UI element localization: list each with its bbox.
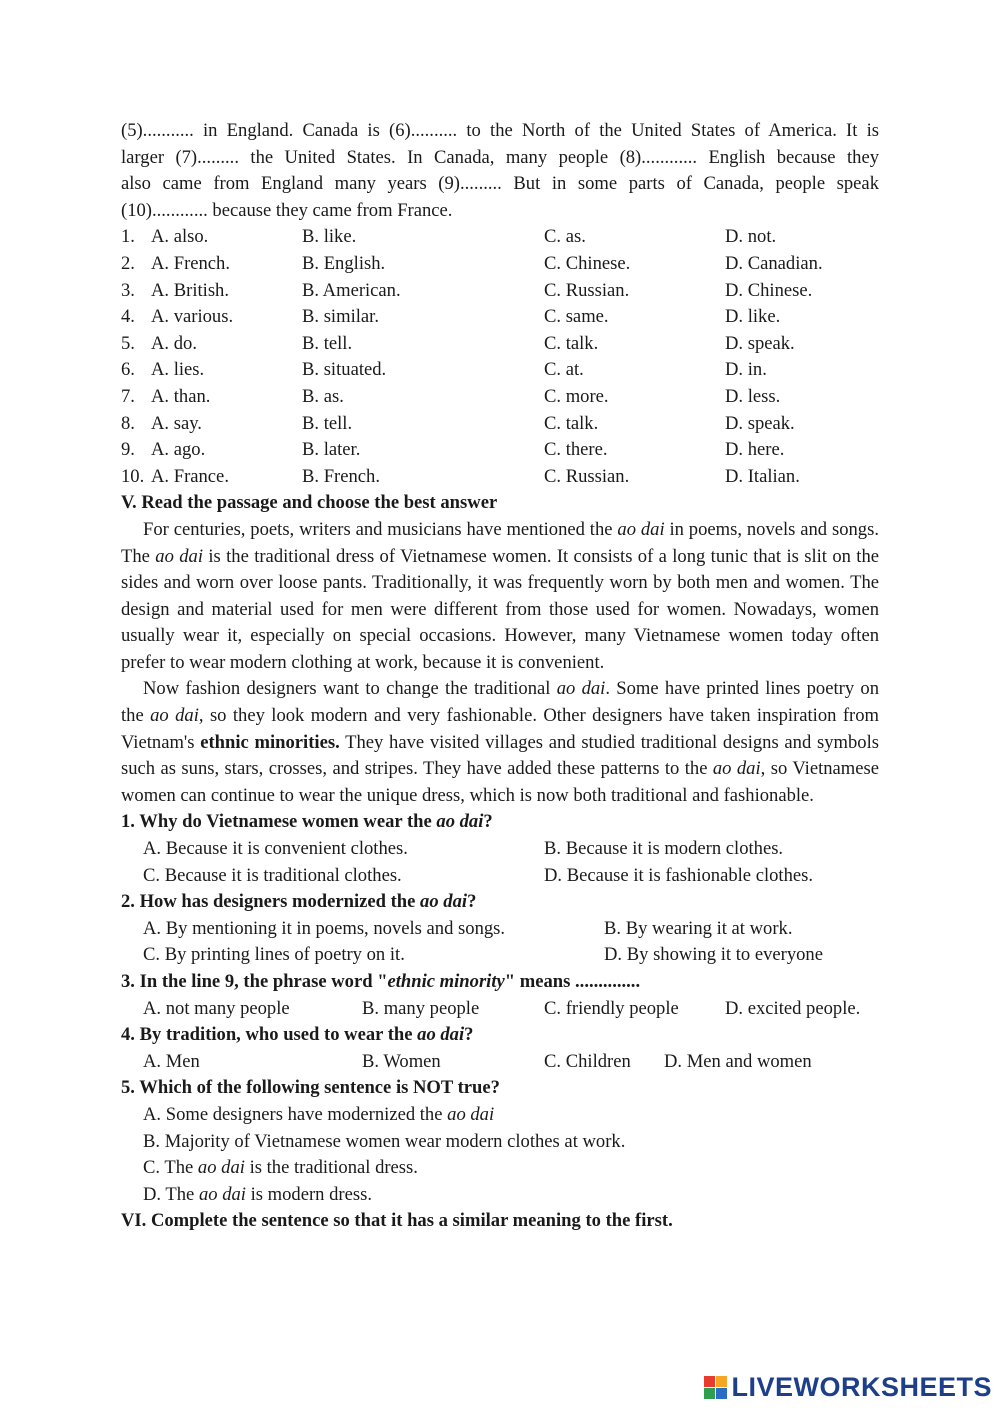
option-a: A. various. (151, 306, 234, 328)
question-number: 6. (121, 359, 135, 381)
logo-text: LIVEWORKSHEETS (731, 1372, 992, 1402)
option-b: B. American. (302, 279, 401, 301)
cloze-passage (121, 118, 879, 224)
option-b: B. Because it is modern clothes. (544, 838, 784, 860)
option-a: A. British. (151, 279, 229, 301)
cloze-question-row (121, 331, 879, 358)
option-d: D. excited people. (725, 997, 861, 1019)
option-row (121, 836, 879, 863)
option-c: C. By printing lines of poetry on it. (143, 944, 405, 966)
question-4: 4. By tradition, who used to wear the ao dai? (121, 1024, 474, 1046)
option-a: A. ago. (151, 439, 206, 461)
question-number: 1. (121, 226, 135, 248)
option-b: B. like. (302, 226, 357, 248)
option-c: C. there. (544, 439, 608, 461)
option-row (121, 916, 879, 943)
option-a: A. do. (151, 332, 197, 354)
logo-mark-icon (704, 1376, 727, 1399)
option-d: D. Chinese. (725, 279, 813, 301)
question-number: 8. (121, 412, 135, 434)
option-d: D. Men and women (664, 1050, 812, 1072)
question-number: 7. (121, 385, 135, 407)
cloze-line: larger (7)......... the United States. In Canada, many people (8)............ English because they (121, 146, 879, 168)
option-c: C. same. (544, 306, 609, 328)
question-2: 2. How has designers modernized the ao dai? (121, 891, 477, 913)
cloze-question-row (121, 278, 879, 305)
option-b: B. tell. (302, 332, 353, 354)
section-6-heading: VI. Complete the sentence so that it has a similar meaning to the first. (121, 1210, 673, 1232)
option-b: B. similar. (302, 306, 379, 328)
option-b: B. as. (302, 385, 344, 407)
cloze-question-row (121, 224, 879, 251)
option-a: A. By mentioning it in poems, novels and songs. (143, 917, 506, 939)
section-5-heading: V. Read the passage and choose the best answer (121, 492, 498, 514)
option-a: A. than. (151, 385, 211, 407)
option-a: A. also. (151, 226, 209, 248)
option-a: A. say. (151, 412, 202, 434)
option-c: C. Because it is traditional clothes. (143, 864, 402, 886)
option-d: D. not. (725, 226, 777, 248)
option-b: B. By wearing it at work. (604, 917, 793, 939)
option-a: A. French. (151, 252, 231, 274)
reading-paragraph-1: For centuries, poets, writers and musicians have mentioned the ao dai in poems, novels and songs. The ao dai is the traditional dress of Vietnamese women. It consists of a long tunic that is slit on the sides and worn over loose pants. Traditionally, it was frequently worn by both men and women. The design and material used for men were different from those used for women. Nowadays, women usually wear it, especially on special occasions. However, many Vietnamese women today often prefer to wear modern clothing at work, because it is convenient. (121, 518, 879, 673)
option-c: C. more. (544, 385, 609, 407)
option-a: A. lies. (151, 359, 205, 381)
cloze-question-row (121, 384, 879, 411)
option-c: C. Chinese. (544, 252, 631, 274)
option-a: A. Because it is convenient clothes. (143, 838, 408, 860)
cloze-questions (121, 224, 879, 490)
option-row (121, 996, 879, 1023)
option-b: B. tell. (302, 412, 353, 434)
cloze-question-row (121, 464, 879, 491)
option-c: C. friendly people (544, 997, 679, 1019)
option-row (121, 863, 879, 890)
question-number: 10. (121, 465, 145, 487)
option-b: B. situated. (302, 359, 387, 381)
option-d: D. here. (725, 439, 785, 461)
cloze-question-row (121, 251, 879, 278)
cloze-question-row (121, 437, 879, 464)
question-5: 5. Which of the following sentence is NOT true? (121, 1077, 500, 1099)
option-a: A. France. (151, 465, 229, 487)
option-a: A. Some designers have modernized the ao dai (143, 1103, 495, 1125)
option-c: C. Children (544, 1050, 631, 1072)
question-3: 3. In the line 9, the phrase word "ethnic minority" means .............. (121, 971, 641, 992)
option-b: B. English. (302, 252, 386, 274)
option-c: C. at. (544, 359, 584, 381)
option-row (121, 1049, 879, 1076)
option-d: D. speak. (725, 412, 795, 434)
option-b: B. Majority of Vietnamese women wear modern clothes at work. (143, 1130, 626, 1152)
question-number: 3. (121, 279, 135, 301)
option-d: D. The ao dai is modern dress. (143, 1183, 372, 1205)
option-b: B. Women (362, 1050, 441, 1072)
reading-paragraph-2: Now fashion designers want to change the traditional ao dai. Some have printed lines poetry on the ao dai, so they look modern and very fashionable. Other designers have taken inspiration from Vietnam's ethnic minorities. They have visited villages and studied traditional designs and symbols such as suns, stars, crosses, and stripes. They have added these patterns to the ao dai, so Vietnamese women can continue to wear the unique dress, which is now both traditional and fashionable. (121, 678, 879, 806)
option-c: C. Russian. (544, 279, 630, 301)
cloze-line: (5)........... in England. Canada is (6).......... to the North of the United States of America. It is (121, 120, 879, 141)
question-number: 5. (121, 332, 135, 354)
question-number: 4. (121, 306, 135, 328)
option-row (121, 942, 879, 969)
option-c: C. Russian. (544, 465, 630, 487)
option-a: A. not many people (143, 997, 290, 1019)
option-d: D. like. (725, 306, 781, 328)
option-c: C. talk. (544, 412, 599, 434)
option-c: C. The ao dai is the traditional dress. (143, 1157, 418, 1179)
cloze-question-row (121, 304, 879, 331)
cloze-line: (10)............ because they came from France. (121, 199, 453, 221)
option-a: A. Men (143, 1050, 200, 1072)
option-d: D. less. (725, 385, 781, 407)
option-b: B. French. (302, 465, 380, 487)
option-d: D. Italian. (725, 465, 800, 487)
option-c: C. as. (544, 226, 586, 248)
cloze-line: also came from England many years (9)......... But in some parts of Canada, people speak (121, 173, 879, 195)
option-d: D. Canadian. (725, 252, 823, 274)
option-d: D. Because it is fashionable clothes. (544, 864, 814, 886)
option-c: C. talk. (544, 332, 599, 354)
option-b: B. many people (362, 997, 480, 1019)
cloze-question-row (121, 411, 879, 438)
option-b: B. later. (302, 439, 361, 461)
option-d: D. speak. (725, 332, 795, 354)
worksheet-page (121, 118, 879, 1235)
option-d: D. By showing it to everyone (604, 944, 823, 966)
question-number: 2. (121, 252, 135, 274)
cloze-question-row (121, 357, 879, 384)
question-number: 9. (121, 439, 135, 461)
liveworksheets-logo (704, 1372, 992, 1403)
question-1: 1. Why do Vietnamese women wear the ao dai? (121, 811, 493, 833)
option-d: D. in. (725, 359, 767, 381)
